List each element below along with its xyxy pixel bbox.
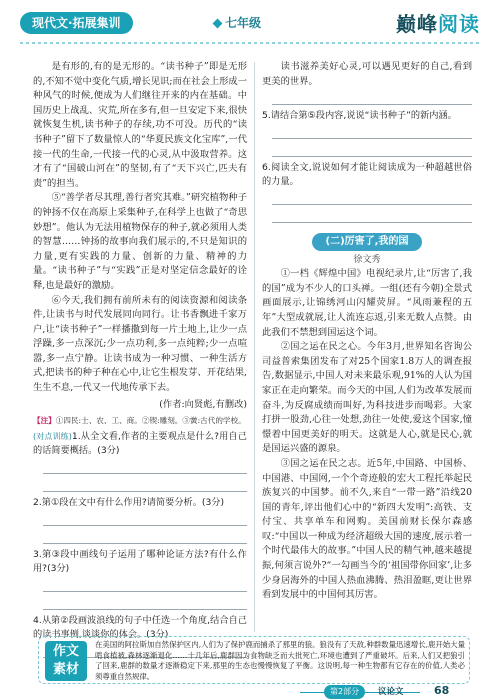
page-number: 68 [434, 684, 450, 697]
diamond-icon [213, 19, 223, 29]
part-title: 议论文 [378, 687, 404, 697]
footnote-text: ①四民:士、农、工、商。②锲:雕刻。③黉:古代的学校。 [55, 416, 246, 426]
answer-line[interactable] [272, 141, 472, 157]
question-3 [33, 548, 247, 576]
page-header [0, 0, 502, 52]
essay-material-box [38, 636, 470, 684]
question-tag: (对点训练) [33, 432, 72, 442]
question-text: 3.第③段中画线句子运用了哪种论证方法?有什么作用?(3分) [33, 549, 247, 575]
article-paragraph: ①一档《辉煌中国》电视纪录片,让“厉害了,我的国”成为不少人的口头禅。一组(还有今朝)全景式画面展示,让锦绣河山闪耀荧屏。“风雨兼程的五年”大型成就展,让人流连忘返,引来无数人点赞。由此我们不禁想到国运这个词。 [262, 268, 472, 338]
answer-line[interactable] [43, 594, 247, 610]
article-paragraph: 是有形的,有的是无形的。“读书种子”即是无形的,不知不觉中变化气质,增长见识;而在社会上形成一种风气的时候,便成为人们继往开来的内在基础。中国历史上战乱、灾荒,所在多有,但一旦安定下来,很快就恢复生机,读书种子的存续,功不可没。历代的“读书种子”留下了数量惊人的“华夏民族文化宝库”,一代接一代的生命,一代接一代的心灵,从中汲取营养。这才有了“国破山河在”的坚韧,有了“天下兴亡,匹夫有责”的担当。 [33, 61, 247, 189]
brand-text-b: 阅读 [438, 12, 480, 36]
grade-text: 七年级 [225, 16, 262, 30]
question-2 [33, 496, 247, 510]
author-credit: (作者:向贤彪,有删改) [159, 398, 247, 410]
answer-line[interactable] [272, 189, 472, 205]
answer-line[interactable] [43, 476, 247, 492]
series-tab: 现代文·拓展集训 [20, 12, 133, 34]
article-paragraph: 读书滋养美好心灵,可以遇见更好的自己,看到更美的世界。 [262, 61, 472, 87]
section-title: (二)厉害了,我的国 [312, 233, 422, 251]
badge-text-a: 作文 [52, 644, 79, 659]
answer-line[interactable] [43, 528, 247, 544]
question-text: 2.第①段在文中有什么作用?请简要分析。(3分) [33, 497, 225, 509]
article-paragraph: ②国之运在民之心。今年3月,世界知名咨询公司益普索集团发布了对25个国家1.8万人的调查报告,数据显示,中国人对未来最乐观,91%的人认为国家正在走向繁荣。而今天的中国,人们为改革发展而奋斗,为反腐成绩而叫好,为科技进步而喝彩。大家打拼一股劲,心往一处想,劲往一处使,爱这个国家,憧憬着中国更美好的明天。这就是人心,就是民心,就是国运兴盛的源泉。 [262, 341, 472, 455]
answer-line[interactable] [43, 576, 247, 592]
answer-line[interactable] [43, 510, 247, 526]
right-column [262, 60, 472, 603]
question-5: 5.请结合第⑤段内容,说说“读书种子”的新内涵。 [262, 110, 457, 122]
question-1 [33, 430, 247, 458]
answer-line[interactable] [272, 123, 472, 139]
article-paragraph: ③国之运在民之志。近5年,中国路、中国桥、中国港、中国网,一个个奇迹般的宏大工程托举起民族复兴的中国梦。前不久,来自“一带一路”沿线20国的青年,评出他们心中的“新四大发明”:高铁、支付宝、共享单车和网购。美国前财长保尔森感叹:“中国以一种成为经济超级大国的速度,展示着一个时代最伟大的故事。”中国人民的精气神,越来越提振,何须言说外?“一勾画当今的‘祖国带你回家’,让多少身居海外的中国人热血沸腾、热泪盈眶,更让世界看到发展中的中国何其厉害。 [262, 457, 472, 601]
question-text: 1.从全文看,作者的主要观点是什么?用自己的话简要概括。(3分) [33, 431, 247, 457]
part-badge: 第2部分 [324, 685, 365, 699]
answer-line[interactable] [272, 207, 472, 223]
page-footer [0, 684, 502, 700]
question-6: 6.阅读全文,说说如何才能让阅读成为一种超越世俗的力量。 [262, 162, 472, 188]
question-text: 4.从第②段画波浪线的句子中任选一个角度,结合自己的读书事例,谈谈你的体会。(3分) [33, 615, 247, 641]
brand-logo [396, 8, 480, 37]
byline: 徐文秀 [353, 255, 381, 266]
footnote-label: 【注】 [33, 416, 56, 426]
article-paragraph: ⑥今天,我们拥有前所未有的阅读资源和阅读条件,让读书与时代发展同向同行。让书香飘进千家万户,让“读书种子”一样播撒到每一片土地上,让少一点浮躁,多一点深沉;少一点功利,多一点纯粹;少一点喧嚣,多一点宁静。让读书成为一种习惯、一种生活方式,把读书的种子种在心中,让它生根发芽、开花结果,生生不息,一代又一代地传承下去。 [33, 294, 247, 394]
column-divider [254, 62, 255, 632]
article-paragraph: ⑤“善学者尽其理,善行者究其难。”研究植物种子的钟扬不仅在高原上采集种子,在科学上也做了“奇思妙想”。他认为无法用植物保存的种子,就必须用人类的智慧……钟扬的故事向我们展示的,不只是知识的力量,更有实践的力量、创新的力量、精神的力量。“读书种子”与“实践”正是对坚定信念最好的诠释,也是最好的激励。 [33, 192, 247, 291]
header-dotted-rule [20, 42, 482, 44]
left-column [33, 60, 247, 660]
brand-text-a: 巅峰 [396, 12, 438, 36]
footnote [33, 415, 247, 426]
answer-line[interactable] [43, 458, 247, 474]
badge-text-b: 素材 [52, 662, 79, 677]
essay-material-badge [45, 641, 87, 681]
grade-label [210, 14, 261, 31]
essay-material-text: 在美国的阿拉斯加自然保护区内,人们为了保护鹿而捕杀了那里的狼。狼没有了天敌,种群数量迅速增长,鹿开始大量啃食植被,森林逐渐退化……十几年后,鹿群因为食物缺乏而大批死亡,环境也遭到了严重破坏。后来,人们又把狼引了回来,鹿群的数量才逐渐稳定下来,那里的生态也慢慢恢复了平衡。这说明,每一种生物都有它存在的价值,人类必须尊重自然规律。 [95, 640, 465, 681]
answer-line[interactable] [272, 89, 472, 105]
